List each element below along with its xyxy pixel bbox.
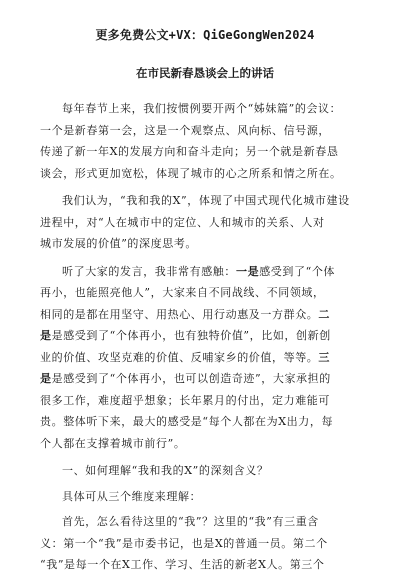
document-title: 在市民新春恳谈会上的讲话 [136,66,274,80]
paragraph-4 [40,511,370,576]
paragraph-line: 个人都在支撑着城市前行”。 [40,436,186,450]
paragraph-line: 是是感受到了“个体再小，也有独特价值”，比如，创新创 [40,329,331,342]
paragraph-line: 谈会，形式更加宽松，体现了城市的心之所系和情之所在。 [40,166,342,180]
paragraph-line: 城市发展的价值”的深度思考。 [40,237,198,250]
section-heading: 一、如何理解“我和我的X”的深刻含义？ [62,464,269,477]
header-banner: 更多免费公文+VX：QiGeGongWen2024 [95,28,315,42]
paragraph-line: 是是感受到了“个体再小，也可以创造奇迹”，大家承担的 [40,372,331,385]
paragraph-line: 一个是新春第一会，这是一个观察点、风向标、信号源， [40,123,330,137]
paragraph-2 [40,190,370,255]
paragraph-3 [40,261,370,455]
paragraph-line: 我们认为，“我和我的X”，体现了中国式现代化城市建设 [62,194,350,207]
sub-intro: 具体可从三个维度来理解： [62,489,202,503]
paragraph-line: 再小，也能照亮他人”，大家来自不同战线、不同领域， [40,286,325,299]
paragraph-line: 进程中，对“人在城市中的定位、人和城市的关系、人对 [40,215,325,229]
paragraph-line: 业的价值、攻坚克难的价值、反哺家乡的价值，等等。三 [40,350,331,364]
paragraph-line: 每年春节上来，我们按惯例要开两个“姊妹篇”的会议： [62,102,342,115]
paragraph-line: 听了大家的发言，我非常有感触：一是感受到了“个体 [62,264,336,278]
paragraph-line: 很多工作，难度超乎想象；长年累月的付出，定力难能可 [40,393,330,407]
paragraph-line: 传递了新一年X的发展方向和奋斗走向；另一个就是新春恳 [40,145,339,158]
paragraph-line: 贵。整体听下来，最大的感受是“每个人都在为X出力，每 [40,415,334,428]
paragraph-line: 首先，怎么看待这里的“我”？这里的“我”有三重含 [62,515,319,528]
paragraph-1 [40,98,370,184]
paragraph-line: “我”是每一个在X工作、学习、生活的新老X人。第三个 [40,558,325,571]
paragraph-line: 相同的是都在用坚守、用热心、用行动惠及一方群众。二 [40,307,331,321]
paragraph-line: 义：第一个“我”是市委书记，也是X的普通一员。第二个 [40,536,328,550]
